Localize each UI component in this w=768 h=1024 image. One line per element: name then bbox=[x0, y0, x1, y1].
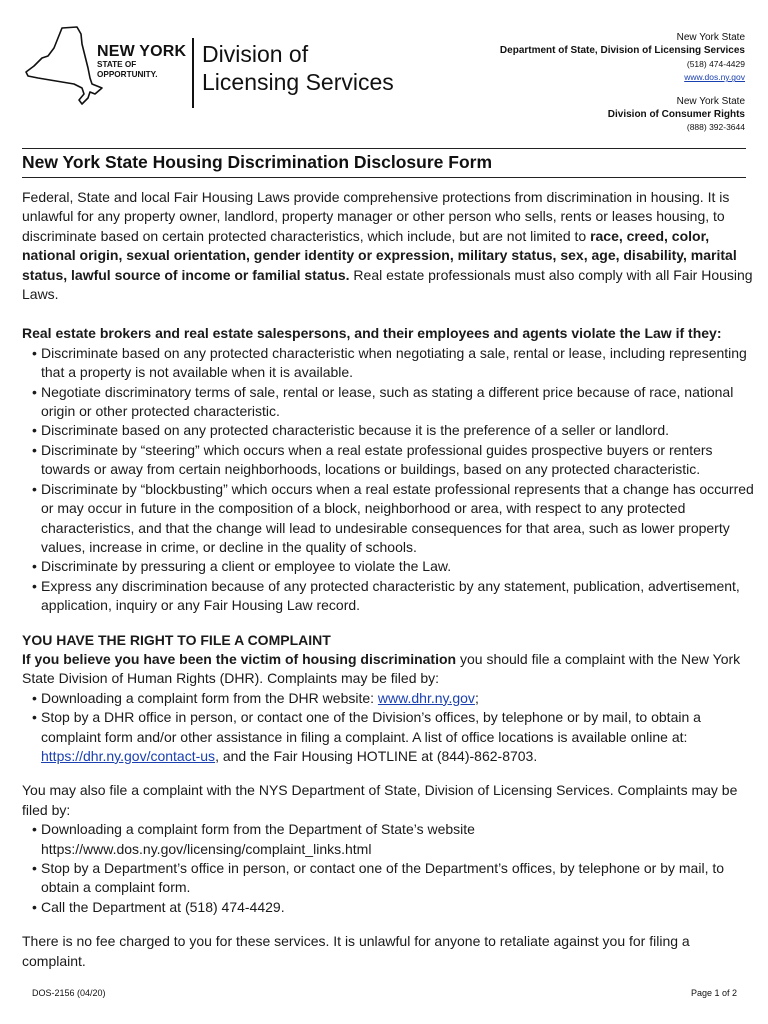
new-york-state-map-icon bbox=[22, 24, 104, 110]
nys-dls-logo bbox=[22, 24, 422, 112]
dhr-website-link[interactable]: www.dhr.ny.gov bbox=[377, 689, 475, 706]
dos-options-list bbox=[22, 820, 757, 917]
page-number: Page 1 of 2 bbox=[690, 988, 737, 998]
division-title-line-1: Division of bbox=[202, 41, 309, 67]
nys-wordmark bbox=[97, 44, 186, 79]
dhr-office-text: Stop by a DHR office in person, or contact one of the Division’s offices, by telephone or by mail, to obtain a complaint form and/or other assistance in filing a complaint. A list of office locations is available online at: bbox=[41, 709, 701, 745]
intro-text-1: Federal, State and local Fair Housing Laws provide comprehensive protections from discrimination in housing. It is unlawful for any property owner, landlord, property manager or other person who sells, rents or leases housing, to discriminate based on certain protected characteristics, which include, but are not limited to bbox=[22, 189, 730, 244]
complaint-lead-bold: If you believe you have been the victim of housing discrimination bbox=[22, 650, 457, 667]
list-item bbox=[22, 689, 757, 708]
dhr-contact-link[interactable]: https://dhr.ny.gov/contact-us bbox=[41, 747, 216, 764]
contact1-department: Department of State, Division of Licensing Services bbox=[499, 45, 745, 57]
page-header bbox=[0, 0, 768, 140]
logo-divider bbox=[192, 38, 194, 108]
form-title: New York State Housing Discrimination Disclosure Form bbox=[22, 152, 493, 172]
complaint-heading: YOU HAVE THE RIGHT TO FILE A COMPLAINT bbox=[22, 631, 331, 648]
logo-line-1: NEW YORK bbox=[97, 43, 187, 60]
dos-intro: You may also file a complaint with the NYS Department of State, Division of Licensing Services. Complaints may be filed by: bbox=[22, 782, 738, 818]
closing-statement: There is no fee charged to you for these services. It is unlawful for anyone to retaliate against you for filing a complaint. bbox=[22, 933, 690, 969]
list-item: • Express any discrimination because of any protected characteristic by any statement, publication, advertisement, application, inquiry or any Fair Housing Law record. bbox=[22, 577, 757, 616]
division-title bbox=[202, 40, 394, 96]
contact1-state: New York State bbox=[676, 32, 745, 43]
list-item: • Discriminate by pressuring a client or employee to violate the Law. bbox=[22, 557, 757, 576]
complaint-lead-rest: you should file a complaint with the New York State Division of Human Rights (DHR). Complaints may be filed by: bbox=[22, 650, 741, 687]
logo-line-3: OPPORTUNITY. bbox=[97, 69, 158, 79]
violations-list bbox=[22, 344, 757, 616]
list-item: • Discriminate by “steering” which occurs when a real estate professional guides prospective buyers or renters towards or away from certain neighborhoods, locations or buildings, based on any protected characteristic. bbox=[22, 441, 757, 480]
contact-info bbox=[500, 31, 745, 135]
list-item: • Negotiate discriminatory terms of sale, rental or lease, such as stating a different price because of race, national origin or other protected characteristic. bbox=[22, 383, 757, 422]
form-body bbox=[22, 188, 757, 971]
division-title-line-2: Licensing Services bbox=[202, 69, 394, 95]
list-item: • Discriminate based on any protected characteristic when negotiating a sale, rental or lease, including representing that a property is not available when it is available. bbox=[22, 344, 757, 383]
contact2-division: Division of Consumer Rights bbox=[607, 109, 745, 121]
list-item: • Stop by a Department’s office in person, or contact one of the Department’s offices, by telephone or by mail, to obtain a complaint form. bbox=[22, 859, 757, 898]
intro-paragraph bbox=[22, 188, 757, 304]
complaint-lead bbox=[22, 650, 757, 689]
intro-protected-characteristics: race, creed, color, national origin, sexual orientation, gender identity or expression, military status, sex, age, disability, marital status, lawful source of income or familial status. bbox=[22, 227, 737, 283]
form-title-bar bbox=[22, 148, 746, 178]
list-item bbox=[22, 708, 757, 766]
dhr-download-text: Downloading a complaint form from the DHR website: bbox=[41, 689, 378, 706]
list-item: • Call the Department at (518) 474-4429. bbox=[22, 898, 757, 917]
form-number: DOS-2156 (04/20) bbox=[32, 988, 106, 998]
dhr-hotline-text: , and the Fair Housing HOTLINE at (844)-862-8703. bbox=[215, 747, 538, 764]
contact2-state: New York State bbox=[676, 95, 745, 107]
violations-heading: Real estate brokers and real estate salespersons, and their employees and agents violate the Law if they: bbox=[22, 325, 722, 342]
list-item: • Discriminate by “blockbusting” which occurs when a real estate professional represents that a change has occurred or may occur in future in the composition of a block, neighborhood or area, with respect to any protected characteristics, and that the change will lead to undesirable consequences for that area, such as lower property values, increase in crime, or decline in the quality of schools. bbox=[22, 480, 757, 558]
list-item: • Discriminate based on any protected characteristic because it is the preference of a seller or landlord. bbox=[22, 421, 757, 440]
intro-text-2: Real estate professionals must also comply with all Fair Housing Laws. bbox=[22, 266, 753, 303]
contact2-phone: (888) 392-3644 bbox=[686, 122, 745, 133]
logo-line-2: STATE OF bbox=[97, 60, 137, 69]
contact1-website-link[interactable]: www.dos.ny.gov bbox=[684, 72, 745, 83]
list-item: • Downloading a complaint form from the Department of State’s website https://www.dos.ny.gov/licensing/complaint_links.html bbox=[22, 820, 757, 859]
dhr-download-end: ; bbox=[474, 689, 479, 706]
contact1-phone: (518) 474-4429 bbox=[686, 58, 745, 69]
dhr-options-list bbox=[22, 689, 757, 767]
